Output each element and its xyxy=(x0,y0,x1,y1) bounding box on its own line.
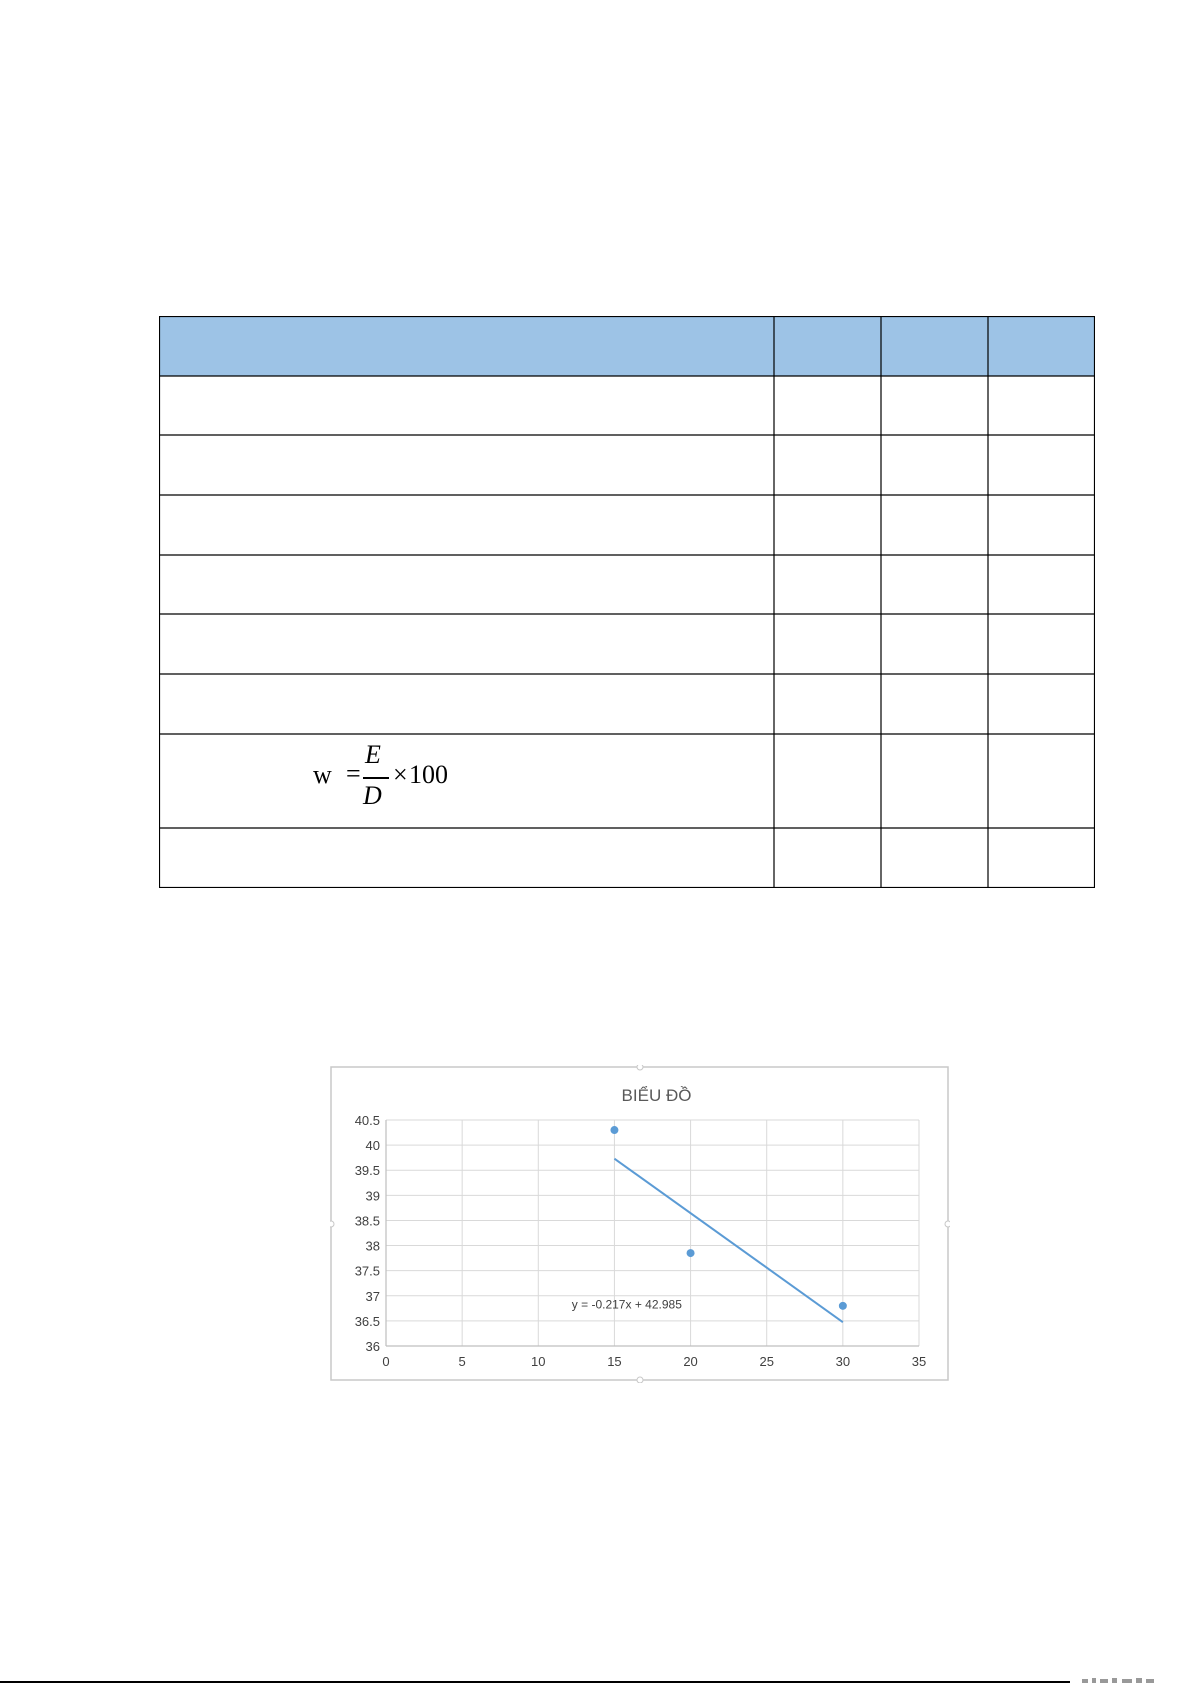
y-tick-label: 38 xyxy=(365,1238,380,1254)
y-tick-label: 40.5 xyxy=(354,1113,380,1128)
x-tick-label: 35 xyxy=(911,1354,927,1369)
y-tick-label: 40 xyxy=(365,1138,380,1154)
formula-cell xyxy=(159,735,773,828)
chart-handle xyxy=(945,1221,950,1227)
formula-numerator: E xyxy=(365,740,381,769)
chart-svg xyxy=(330,1065,950,1383)
chart-handle xyxy=(637,1065,643,1070)
x-tick-label: 25 xyxy=(759,1354,774,1369)
chart xyxy=(330,1065,950,1383)
data-point xyxy=(687,1249,695,1257)
chart-handle xyxy=(637,1377,643,1383)
y-tick-label: 36 xyxy=(365,1339,380,1354)
formula-denominator: D xyxy=(363,781,382,810)
trendline-equation: y = -0.217x + 42.985 xyxy=(571,1297,682,1312)
y-tick-label: 36.5 xyxy=(354,1313,380,1329)
formula-factor: 100 xyxy=(409,760,448,789)
data-point xyxy=(839,1302,847,1310)
y-tick-label: 37 xyxy=(365,1288,380,1304)
footer-mark xyxy=(1080,1676,1180,1685)
x-tick-label: 5 xyxy=(458,1354,466,1369)
footer-rule xyxy=(0,1681,1070,1683)
y-tick-label: 39 xyxy=(365,1188,380,1204)
formula-times: × xyxy=(393,760,408,789)
formula-fraction-bar xyxy=(363,777,389,779)
x-tick-label: 30 xyxy=(835,1354,851,1369)
x-tick-label: 20 xyxy=(683,1354,698,1369)
moisture-formula xyxy=(313,735,613,828)
table-header-row xyxy=(159,316,1095,376)
x-tick-label: 10 xyxy=(531,1354,546,1369)
x-tick-label: 0 xyxy=(382,1354,390,1369)
y-tick-label: 37.5 xyxy=(354,1263,380,1279)
y-tick-label: 38.5 xyxy=(354,1213,380,1229)
chart-title: BIỂU ĐỒ xyxy=(621,1086,692,1105)
chart-handle xyxy=(330,1221,334,1227)
formula-equals: = xyxy=(346,759,361,788)
y-tick-label: 39.5 xyxy=(354,1163,380,1179)
x-tick-label: 15 xyxy=(607,1354,622,1369)
chart-frame xyxy=(331,1067,948,1380)
formula-w: w xyxy=(313,760,332,789)
data-point xyxy=(610,1126,618,1134)
